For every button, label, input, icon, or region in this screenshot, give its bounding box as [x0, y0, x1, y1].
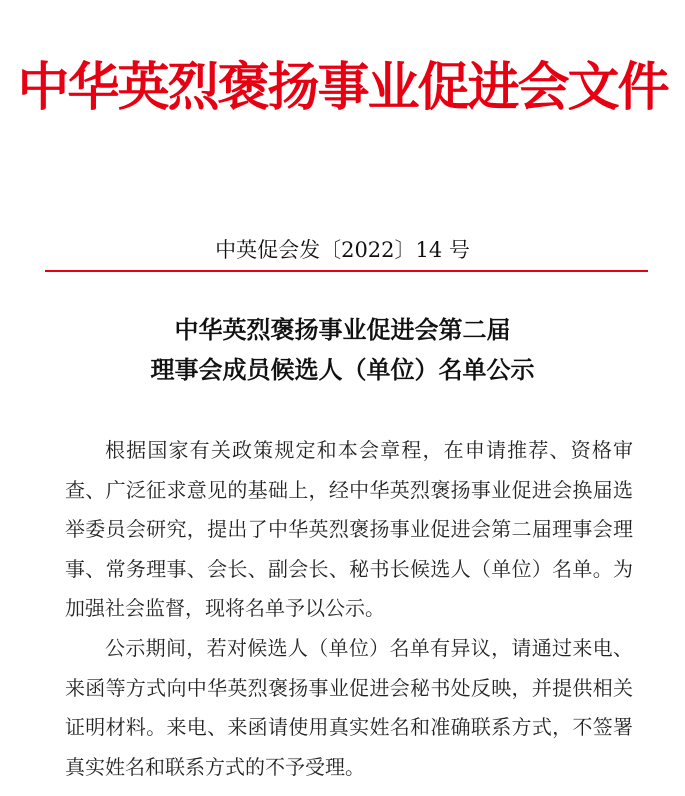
body-paragraph-1: 根据国家有关政策规定和本会章程，在申请推荐、资格审查、广泛征求意见的基础上，经中华英烈褒扬事业促进会换届选举委员会研究，提出了中华英烈褒扬事业促进会第二届理事会理事、常务理事、会长、副会长、秘书长候选人（单位）名单。为加强社会监督，现将名单予以公示。	[65, 438, 633, 621]
body-paragraph-2: 公示期间，若对候选人（单位）名单有异议，请通过来电、来函等方式向中华英烈褒扬事业促进会秘书处反映，并提供相关证明材料。来电、来函请使用真实姓名和准确联系方式，不签署真实姓名和联系方式的不予受理。	[65, 635, 633, 779]
red-divider-line	[45, 270, 648, 272]
document-masthead: 中华英烈褒扬事业促进会文件	[17, 57, 668, 118]
document-number: 中英促会发〔2022〕14 号	[215, 238, 470, 262]
notice-title	[0, 310, 685, 390]
notice-body	[65, 431, 633, 787]
notice-title-line-1: 中华英烈褒扬事业促进会第二届	[174, 316, 511, 344]
notice-title-line-2: 理事会成员候选人（单位）名单公示	[150, 356, 535, 384]
